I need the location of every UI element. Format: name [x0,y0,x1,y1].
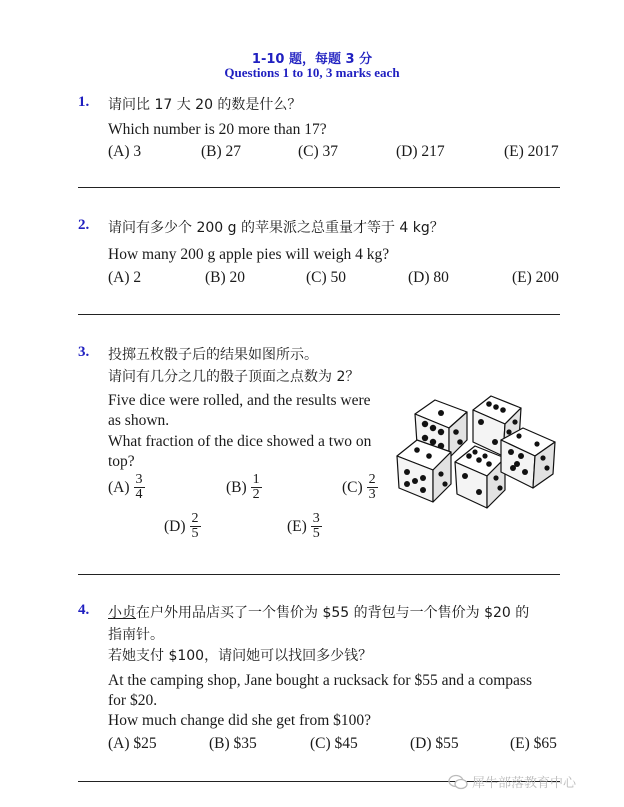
question-2-text-en: How many 200 g apple pies will weigh 4 kg? [108,246,390,263]
question-3-option-b: (B) $\frac{1}{2}$ [226,472,260,502]
watermark [448,772,576,791]
question-3-text-cn-2: 请问有几分之几的骰子顶面之点数为 2？ [108,369,360,385]
question-3-option-a: (A) $\frac{3}{4}$ [108,472,143,502]
question-3-text-en-3: What fraction of the dice showed a two on [108,433,372,450]
question-3-option-d: (D) $\frac{2}{5}$ [164,511,199,541]
question-4-text-en-3: How much change did she get from $100? [108,712,372,729]
question-3-text-en-1: Five dice were rolled, and the results were [108,392,371,409]
question-4-option-b: (B) $35 [209,735,257,752]
question-4-text-en-2: for $20. [108,692,158,709]
question-3-text-cn-1: 投掷五枚骰子后的结果如图所示。 [108,347,318,363]
question-4-text-cn-2: 指南针。 [108,627,164,643]
divider-2 [78,314,560,315]
question-1-option-d: (D) 217 [396,143,445,160]
question-3-option-c: (C) $\frac{2}{3}$ [342,472,376,502]
question-3-text-en-2: as shown. [108,412,170,429]
question-1-option-e: (E) 2017 [504,143,559,160]
question-3-number: 3. [78,344,90,360]
question-1-text-cn: 请问比 17 大 20 的数是什么？ [108,97,302,113]
question-4-text-cn-3: 若她支付 $100，请问她可以找回多少钱？ [108,648,373,664]
divider-3 [78,574,560,575]
question-1-number: 1. [78,94,90,110]
question-4-option-e: (E) $65 [510,735,557,752]
question-3-option-e: (E) $\frac{3}{5}$ [287,511,320,541]
question-2-number: 2. [78,217,90,233]
question-4-option-c: (C) $45 [310,735,358,752]
question-4-option-d: (D) $55 [410,735,459,752]
section-title-en: Questions 1 to 10, 3 marks each [224,65,400,80]
question-2-option-a: (A) 2 [108,269,142,286]
question-4-name: 小贞 [108,605,136,621]
die-5 [501,428,555,488]
watermark-text: 犀牛部落教育中心 [472,776,577,791]
question-1-text-en: Which number is 20 more than 17? [108,121,327,138]
question-2-option-e: (E) 200 [512,269,559,286]
section-title-cn: 1-10 题，每题 3 分 [251,52,373,67]
question-2-option-c: (C) 50 [306,269,347,286]
wechat-icon [448,774,468,790]
question-4-number: 4. [78,602,90,618]
question-1-option-c: (C) 37 [298,143,339,160]
dice-illustration [393,392,559,510]
question-2-option-d: (D) 80 [408,269,449,286]
question-2-option-b: (B) 20 [205,269,246,286]
question-1-option-a: (A) 3 [108,143,142,160]
question-1-option-b: (B) 27 [201,143,242,160]
divider-1 [78,187,560,188]
die-3 [397,440,451,502]
question-4-text-en-1: At the camping shop, Jane bought a rucksack for $55 and a compass [108,672,532,689]
die-4 [455,446,505,508]
question-3-text-en-4: top? [108,453,135,470]
question-4-text-cn-1: 小贞在户外用品店买了一个售价为 $55 的背包与一个售价为 $20 的 [108,605,530,621]
question-2-text-cn: 请问有多少个 200 g 的苹果派之总重量才等于 4 kg？ [108,220,444,236]
question-4-option-a: (A) $25 [108,735,157,752]
